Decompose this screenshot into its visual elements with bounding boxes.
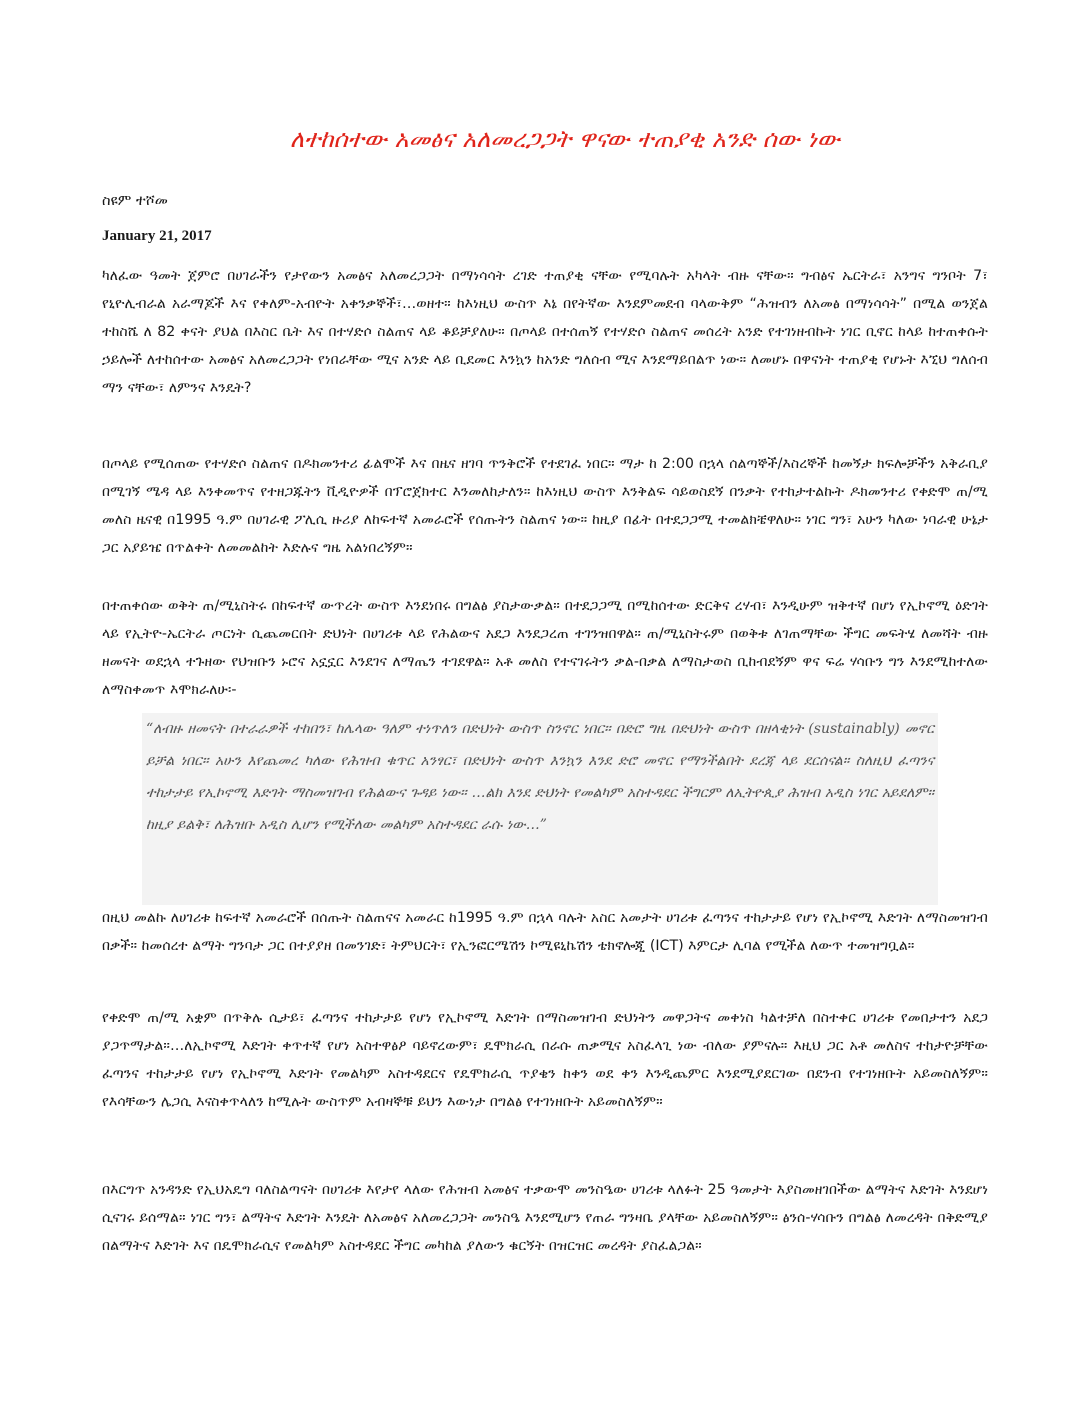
article-title: ለተከሰተው አመፅና አለመረጋጋት ዋናው ተጠያቂ አንድ ሰው ነው xyxy=(290,125,840,153)
paragraph-5: የቀድሞ ጠ/ሚ አቋም በጥቅሉ ሲታይ፣ ፈጣንና ተከታታይ የሆነ የኢኮኖሚ እድገት በማስመዝገብ ድህነትን መዋጋትና መቀነስ ካልተቻለ በስተቀር ሀገሪቱ የመበታተን አደጋ ያጋጥማታል።…ለኢኮኖሚ እድገት ቀጥተኛ የሆነ አስተዋፅዖ ባይኖረውም፣ ዴሞክራሲ በራሱ ጠቃሚና አስፈላጊ ነው ብለው ያምናሉ። እዚህ ጋር አቶ መለስና ተከታዮቻቸው ፈጣንና ተከታታይ የሆነ የኢኮኖሚ እድገት የመልካም አስተዳደርና የዴሞክራሲ ጥያቄን ከቀን ወደ ቀን እንዲጨምር እንደሚያደርገው በደንብ የተገነዘቡት አይመስለኝም። የእሳቸውን ሌጋሲ እናስቀጥላለን ከሚሉት ውስጥም አብዛኞቹ ይህን እውነታ በግልፅ የተገነዘቡት አይመስለኝም። xyxy=(102,1010,988,1110)
paragraph-3: በተጠቀሰው ወቅት ጠ/ሚኒስትሩ በከፍተኛ ውጥረት ውስጥ እንደነበሩ በግልፅ ያስታውቃል። በተደጋጋሚ በሚከሰተው ድርቅና ረሃብ፣ እንዲሁም ዝቅተኛ በሆነ የኢኮኖሚ ዕድገት ላይ የኢትዮ-ኤርትራ ጦርነት ሲጨመርበት ድህነት በሀገሪቱ ላይ የሕልውና አደጋ እንደጋረጠ ተገንዝበዋል። ጠ/ሚኒስትሩም በወቅቱ ለገጠማቸው ችግር መፍትሄ ለመሻት ብዙ ዘመናት ወደኋላ ተጉዘው የህዝቡን ኑሮና አኗኗር እንደገና ለማጤን ተገደዋል። አቶ መለስ የተናገሩትን ቃል-በቃል ለማስታወስ ቢከብደኝም ዋና ፍሬ ሃሳቡን ግን እንደሚከተለው ለማስቀመጥ እሞክራለሁ፡- xyxy=(102,598,988,698)
author-name: ስዩም ተሾመ xyxy=(102,193,168,209)
paragraph-4: በዚህ መልኩ ለሀገሪቱ ከፍተኛ አመራሮች በሰጡት ስልጠናና አመራር ከ1995 ዓ.ም በኋላ ባሉት አስር አመታት ሀገሪቱ ፈጣንና ተከታታይ የሆነ የኢኮኖሚ እድገት ለማስመዝገብ በቃች። ከመሰረተ ልማት ግንባታ ጋር በተያያዘ በመንገድ፣ ትምህርት፣ የኢንፎርሜሽን ኮሚዩኒኬሽን ቴክኖሎጂ (ICT) እምርታ ሊባል የሚችል ለውጥ ተመዝግቧል። xyxy=(102,910,988,954)
paragraph-6: በእርግጥ አንዳንድ የኢህአዴግ ባለስልጣናት በሀገሪቱ እየታየ ላለው የሕዝብ አመፅና ተቃውሞ መንስዔው ሀገሪቱ ላለፉት 25 ዓመታት እያስመዘገበችው ልማትና እድገት እንደሆነ ሲናገሩ ይሰማል። ነገር ግን፣ ልማትና እድገት እንዴት ለአመፅና አለመረጋጋት መንስዔ እንደሚሆን የጠራ ግንዛቤ ያላቸው አይመስለኝም። ፅንሰ-ሃሳቡን በግልፅ ለመረዳት በቅድሚያ በልማትና እድገት እና በዴሞክራሲና የመልካም አስተዳደር ችግር መካከል ያለውን ቁርኝት በዝርዝር መረዳት ያስፈልጋል። xyxy=(102,1182,988,1254)
block-quote: “ለብዙ ዘመናት በተራራዎች ተከበን፣ ከሌላው ዓለም ተነጥለን በድህነት ውስጥ ስንኖር ነበር። በድሮ ግዜ በድህነት ውስጥ በዘላቂነት (sustainably) መኖር ይቻል ነበር። አሁን እየጨመረ ካለው የሕዝብ ቁጥር አንፃር፣ በድህነት ውስጥ እንኳን እንደ ድሮ መኖር የማንችልበት ደረጃ ላይ ደርሰናል። ስለዚህ ፈጣንና ተከታታይ የኢኮኖሚ እድገት ማስመዝገብ የሕልውና ጉዳይ ነው። …ልክ እንደ ድህነት የመልካም አስተዳደር ችግርም ለኢትዮጲያ ሕዝብ አዲስ ነገር አይደለም። ከዚያ ይልቅ፣ ለሕዝቡ አዲስ ሊሆን የሚችለው መልካም አስተዳደር ራሱ ነው…” xyxy=(142,713,938,905)
paragraph-1: ካለፈው ዓመት ጀምሮ በሀገራችን የታየውን አመፅና አለመረጋጋት በማነሳሳት ረገድ ተጠያቂ ናቸው የሚባሉት አካላት ብዙ ናቸው። ግብፅና ኤርትራ፣ አንግና ግንቦት 7፣ የኒዮሊብራል አራማጆች እና የቀለም-አብዮት አቀንቃኞች፣…ወዘተ። ከእነዚህ ውስጥ እኔ በየትኛው እንደምመደብ ባላውቅም “ሕዝብን ለአመፅ በማነሳሳት” በሚል ወንጀል ተከስሼ ለ 82 ቀናት ያህል በእስር ቤት እና በተሃድሶ ስልጠና ላይ ቆይቻያለሁ። በጦላይ በተሰጠኝ የተሃድሶ ስልጠና መሰረት አንድ የተገነዘብኩት ነገር ቢኖር ከላይ ከተጠቀሱት ኃይሎች ለተከሰተው አመፅና አለመረጋጋት የነበራቸው ሚና አንድ ላይ ቢደመር እንኳን ከአንድ ግለሰብ ሚና እንደማይበልጥ ነው። ለመሆኑ በዋናነት ተጠያቂ የሆኑት እኚህ ግለሰብ ማን ናቸው፣ ለምንና እንዴት? xyxy=(102,268,988,396)
paragraph-2: በጦላይ የሚሰጠው የተሃድሶ ስልጠና በዶክመንተሪ ፊልሞች እና በዜና ዘገባ ጥንቅሮች የተደገፈ ነበር። ማታ ከ 2:00 በኋላ ሰልጣኞች/እስረኞች ከመኝታ ክፍሎቻችን አቅራቢያ በሚገኝ ሜዳ ላይ እንቀመጥና የተዘጋጁትን ቪዲዮዎች በፕሮጀክተር እንመለከታለን። ከእነዚህ ውስጥ እንቅልፍ ሳይወስደኝ በንቃት የተከታተልኩት ዶክመንተሪ የቀድሞ ጠ/ሚ መለስ ዜናዊ በ1995 ዓ.ም በሀገራዊ ፖሊሲ ዙሪያ ለከፍተኛ አመራሮች የሰጡትን ስልጠና ነው። ከዚያ በፊት በተደጋጋሚ ተመልክቼዋለሁ። ነገር ግን፣ አሁን ካለው ነባራዊ ሁኔታ ጋር አያይዤ በጥልቀት ለመመልከት እድሉና ግዜ አልነበረኝም። xyxy=(102,456,988,556)
publication-date: January 21, 2017 xyxy=(102,228,212,244)
